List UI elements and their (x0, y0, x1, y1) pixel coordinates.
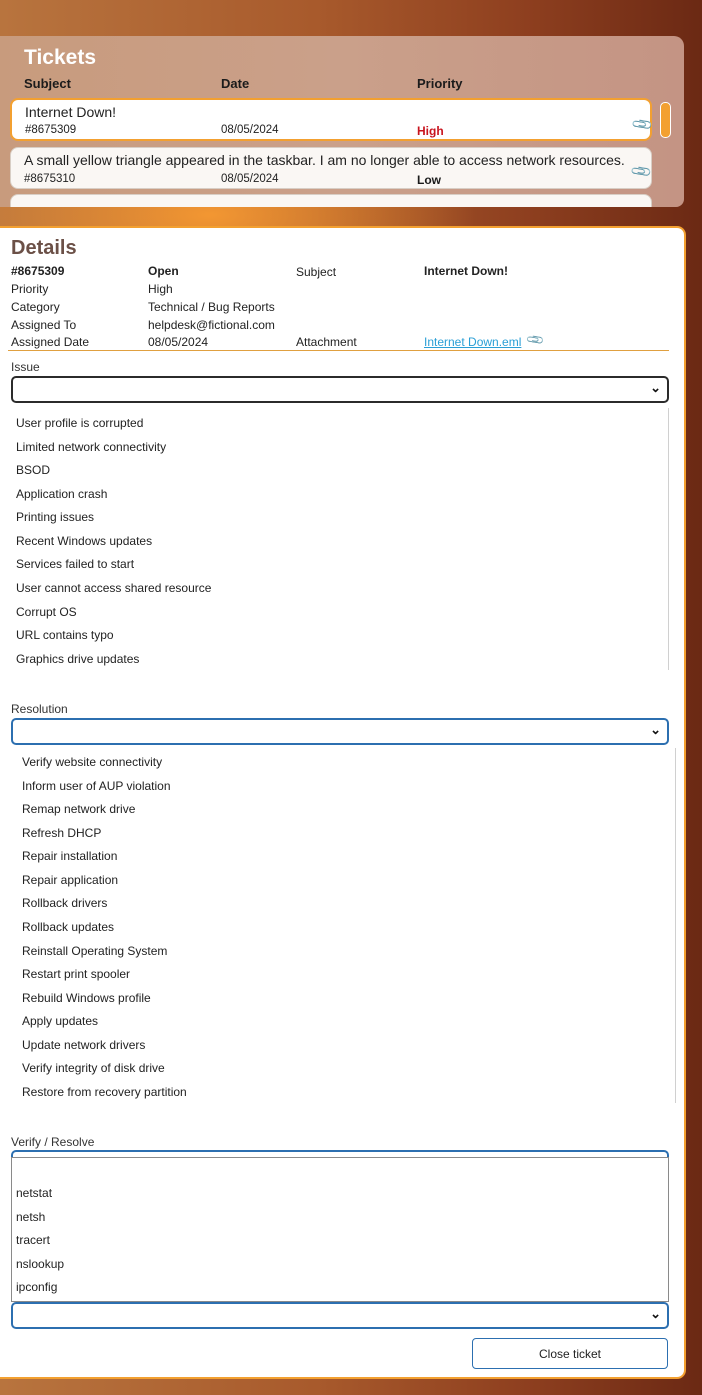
resolution-option[interactable]: Restore from recovery partition (22, 1085, 187, 1099)
resolution-option[interactable]: Rebuild Windows profile (22, 991, 151, 1005)
resolution-option[interactable]: Verify integrity of disk drive (22, 1061, 165, 1075)
resolution-option[interactable]: Rollback drivers (22, 896, 108, 910)
category-label: Category (11, 300, 60, 314)
issue-option[interactable]: Corrupt OS (16, 605, 77, 619)
column-header-date: Date (221, 76, 250, 91)
ticket-priority-badge: Low (417, 173, 441, 187)
subject-label: Subject (296, 265, 337, 279)
verify-option[interactable]: ipconfig (16, 1280, 58, 1294)
issue-option[interactable]: Application crash (16, 487, 108, 501)
issue-options-list (16, 412, 656, 674)
tickets-title: Tickets (24, 46, 96, 69)
issue-option[interactable]: User cannot access shared resource (16, 581, 212, 595)
verify-select[interactable] (11, 1302, 669, 1329)
paperclip-icon: 📎 (525, 329, 546, 351)
assigned-date-value: 08/05/2024 (148, 335, 209, 349)
verify-option[interactable]: nslookup (16, 1257, 65, 1271)
ticket-row-partial[interactable] (10, 194, 652, 207)
ticket-subject: Internet Down! (25, 104, 117, 120)
ticket-priority-badge: High (417, 124, 444, 138)
column-header-subject: Subject (24, 76, 71, 91)
ticket-subject: A small yellow triangle appeared in the taskbar. I am no longer able to access network resources. (24, 152, 625, 168)
tickets-panel (0, 36, 684, 207)
resolution-option[interactable]: Reinstall Operating System (22, 944, 168, 958)
resolution-option[interactable]: Rollback updates (22, 920, 115, 934)
assigned-date-label: Assigned Date (11, 335, 90, 349)
chevron-down-icon: ⌄ (650, 722, 661, 737)
details-title: Details (11, 237, 77, 259)
ticket-date: 08/05/2024 (221, 124, 279, 136)
close-ticket-button[interactable]: Close ticket (472, 1338, 668, 1369)
assigned-to-value: helpdesk@fictional.com (148, 318, 275, 332)
details-panel (0, 226, 686, 1379)
verify-option[interactable]: tracert (16, 1233, 51, 1247)
resolution-option[interactable]: Refresh DHCP (22, 826, 102, 840)
issue-option[interactable]: Limited network connectivity (16, 440, 167, 454)
tickets-scrollbar-thumb[interactable] (660, 102, 671, 138)
issue-label: Issue (11, 360, 40, 374)
paperclip-icon: 📎 (629, 159, 654, 183)
issue-option[interactable]: User profile is corrupted (16, 416, 144, 430)
priority-value: High (148, 282, 173, 296)
ticket-row-8675310[interactable] (10, 147, 652, 189)
resolution-options-list (22, 754, 662, 1106)
verify-option[interactable]: netstat (16, 1186, 53, 1200)
resolution-option[interactable]: Verify website connectivity (22, 755, 163, 769)
issue-list-edge (668, 408, 669, 670)
resolution-list-edge (675, 748, 676, 1103)
resolution-option[interactable]: Repair installation (22, 849, 118, 863)
resolution-option[interactable]: Apply updates (22, 1014, 99, 1028)
resolution-label: Resolution (11, 702, 68, 716)
resolution-select[interactable] (11, 718, 669, 745)
column-header-priority: Priority (417, 76, 463, 91)
ticket-number: #8675309 (11, 264, 65, 278)
ticket-id: #8675309 (25, 124, 77, 136)
verify-select-top[interactable] (11, 1150, 669, 1157)
details-divider (8, 350, 669, 351)
issue-option[interactable]: Printing issues (16, 510, 95, 524)
verify-options-list (11, 1157, 669, 1302)
resolution-option[interactable]: Update network drivers (22, 1038, 146, 1052)
subject-value: Internet Down! (424, 264, 508, 278)
verify-option[interactable]: netsh (16, 1210, 46, 1224)
attachment-link[interactable]: Internet Down.eml (424, 335, 522, 349)
issue-option[interactable]: BSOD (16, 463, 51, 477)
issue-option[interactable]: Graphics drive updates (16, 652, 140, 666)
ticket-date: 08/05/2024 (221, 173, 279, 185)
issue-option[interactable]: Services failed to start (16, 557, 135, 571)
resolution-option[interactable]: Inform user of AUP violation (22, 779, 171, 793)
resolution-option[interactable]: Remap network drive (22, 802, 136, 816)
resolution-option[interactable]: Repair application (22, 873, 119, 887)
issue-option[interactable]: URL contains typo (16, 628, 114, 642)
issue-option[interactable]: Recent Windows updates (16, 534, 153, 548)
category-value: Technical / Bug Reports (148, 300, 275, 314)
paperclip-icon: 📎 (630, 112, 655, 136)
chevron-down-icon: ⌄ (650, 380, 661, 395)
priority-label: Priority (11, 282, 49, 296)
issue-select[interactable] (11, 376, 669, 403)
attachment-label: Attachment (296, 335, 357, 349)
verify-label: Verify / Resolve (11, 1135, 95, 1149)
ticket-row-8675309[interactable] (10, 98, 655, 141)
chevron-down-icon: ⌄ (650, 1306, 661, 1321)
ticket-id: #8675310 (24, 173, 76, 185)
assigned-to-label: Assigned To (11, 318, 77, 332)
ticket-status: Open (148, 264, 179, 278)
resolution-option[interactable]: Restart print spooler (22, 967, 131, 981)
